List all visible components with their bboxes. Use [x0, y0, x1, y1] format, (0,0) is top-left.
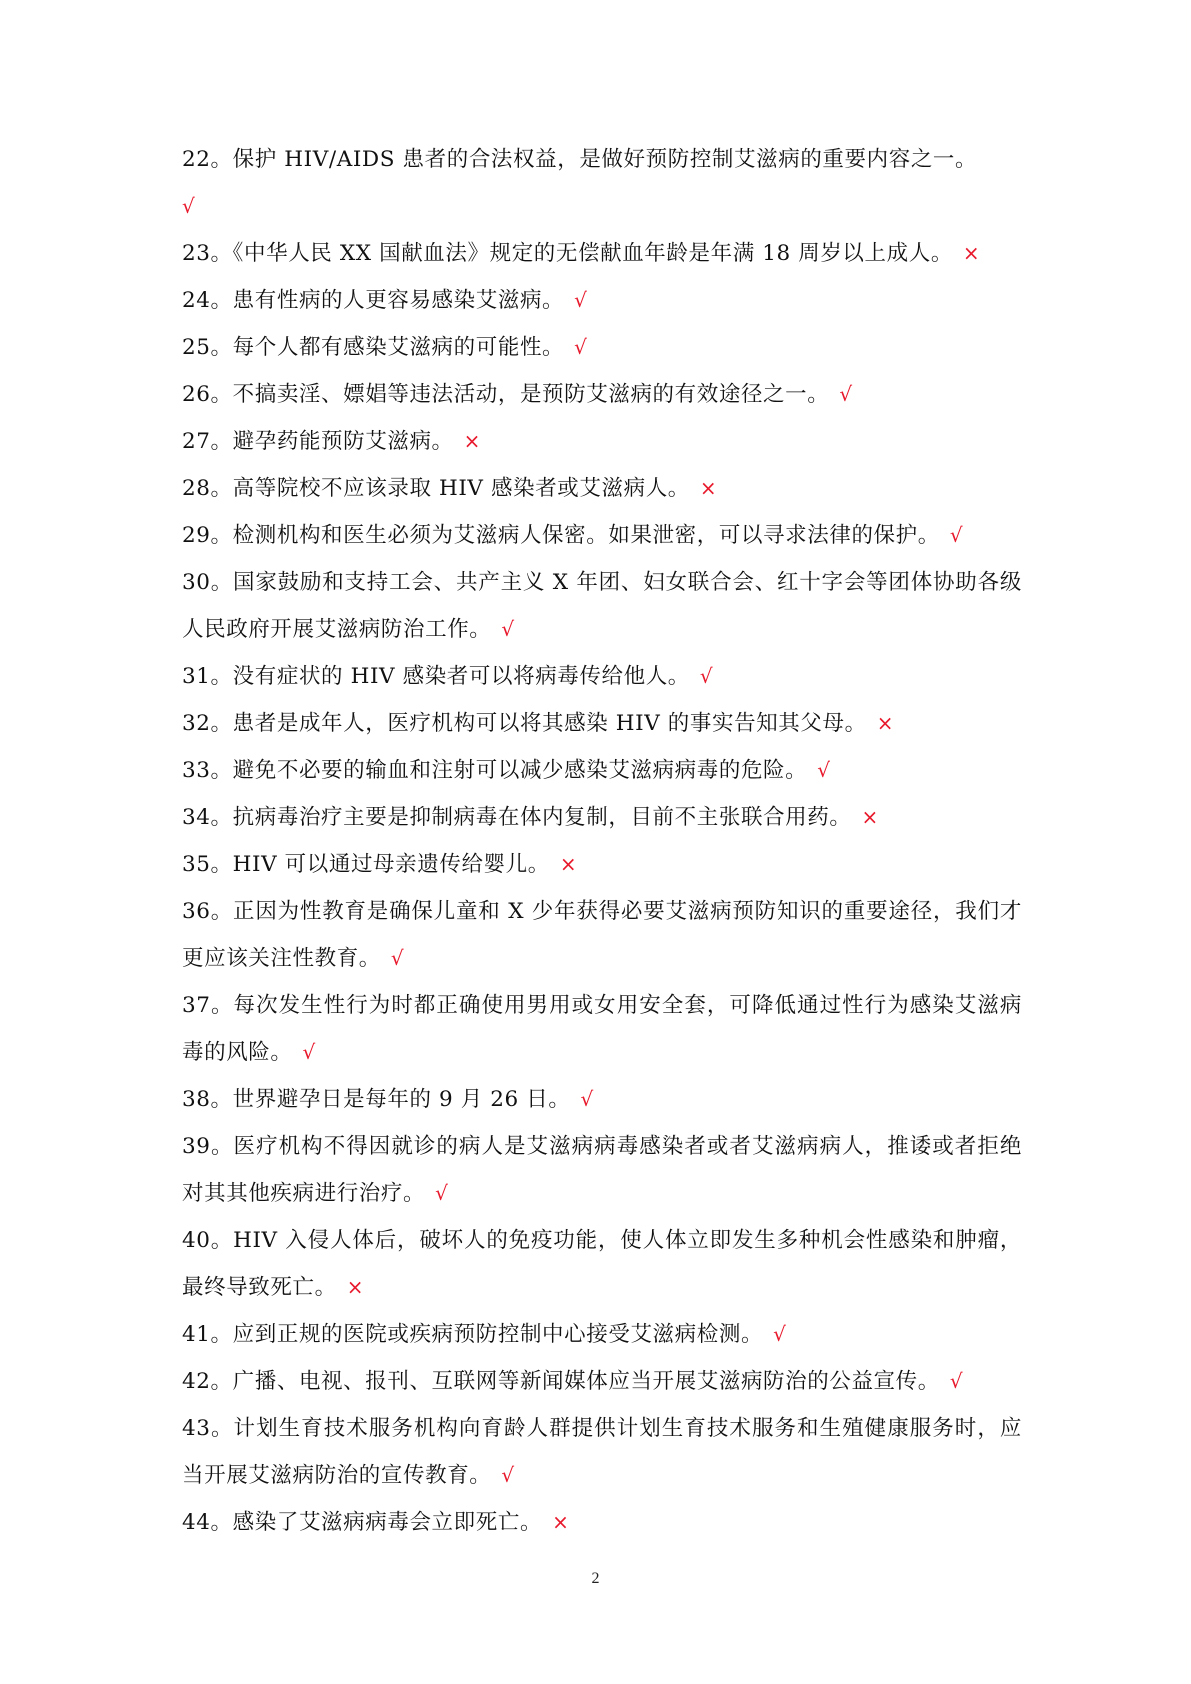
- list-item: [182, 794, 1022, 841]
- item-text: 23。《中华人民 XX 国献血法》规定的无偿献血年龄是年满 18 周岁以上成人。: [182, 241, 953, 266]
- list-item: [182, 1123, 1022, 1217]
- item-text: 27。避孕药能预防艾滋病。: [182, 429, 454, 454]
- item-text: 30。国家鼓励和支持工会、共产主义 X 年团、妇女联合会、红十字会等团体协助各级人民政府开展艾滋病防治工作。: [182, 570, 1022, 642]
- page-number: 2: [591, 1570, 600, 1587]
- list-item: [182, 465, 1022, 512]
- item-text: 35。HIV 可以通过母亲遗传给婴儿。: [182, 852, 550, 877]
- answer-mark-check: √: [435, 1181, 449, 1205]
- list-item: [182, 1499, 1022, 1546]
- answer-mark-cross: ×: [559, 852, 578, 876]
- item-text: 22。保护 HIV/AIDS 患者的合法权益，是做好预防控制艾滋病的重要内容之一。: [182, 147, 978, 172]
- list-item: [182, 1076, 1022, 1123]
- list-item: [182, 136, 1022, 230]
- list-item: [182, 1311, 1022, 1358]
- answer-mark-check: √: [302, 1040, 316, 1064]
- answer-mark-check: √: [580, 1087, 594, 1111]
- answer-mark-check: √: [949, 1369, 964, 1393]
- list-item: [182, 230, 1022, 277]
- item-text: 34。抗病毒治疗主要是抑制病毒在体内复制，目前不主张联合用药。: [182, 805, 852, 830]
- answer-mark-check: √: [182, 194, 196, 218]
- list-item: [182, 653, 1022, 700]
- answer-mark-cross: ×: [876, 711, 895, 735]
- list-item: [182, 277, 1022, 324]
- item-text: 42。广播、电视、报刊、互联网等新闻媒体应当开展艾滋病防治的公益宣传。: [182, 1369, 940, 1394]
- item-text: 28。高等院校不应该录取 HIV 感染者或艾滋病人。: [182, 476, 690, 501]
- item-text: 36。正因为性教育是确保儿童和 X 少年获得必要艾滋病预防知识的重要途径，我们才更应该关注性教育。: [182, 899, 1022, 971]
- answer-mark-check: √: [501, 617, 515, 641]
- item-text: 40。HIV 入侵人体后，破坏人的免疫功能，使人体立即发生多种机会性感染和肿瘤，最终导致死亡。: [182, 1228, 1022, 1300]
- item-text: 32。患者是成年人，医疗机构可以将其感染 HIV 的事实告知其父母。: [182, 711, 867, 736]
- item-text: 37。每次发生性行为时都正确使用男用或女用安全套，可降低通过性行为感染艾滋病毒的风险。: [182, 993, 1022, 1065]
- answer-mark-cross: ×: [552, 1510, 570, 1534]
- answer-mark-cross: ×: [346, 1275, 365, 1299]
- list-item: [182, 418, 1022, 465]
- item-text: 33。避免不必要的输血和注射可以减少感染艾滋病病毒的危险。: [182, 758, 808, 783]
- list-item: [182, 1358, 1022, 1405]
- list-item: [182, 700, 1022, 747]
- list-item: [182, 1217, 1022, 1311]
- list-item: [182, 982, 1022, 1076]
- answer-mark-check: √: [574, 288, 588, 312]
- answer-mark-cross: ×: [861, 805, 879, 829]
- answer-mark-check: √: [839, 382, 853, 406]
- item-text: 26。不搞卖淫、嫖娼等违法活动，是预防艾滋病的有效途径之一。: [182, 382, 830, 407]
- list-item: [182, 841, 1022, 888]
- answer-mark-check: √: [501, 1463, 515, 1487]
- item-text: 38。世界避孕日是每年的 9 月 26 日。: [182, 1087, 571, 1112]
- answer-mark-check: √: [390, 946, 405, 970]
- answer-mark-check: √: [574, 335, 588, 359]
- true-false-answer-list: [182, 136, 1022, 1546]
- item-text: 24。患有性病的人更容易感染艾滋病。: [182, 288, 565, 313]
- item-text: 39。医疗机构不得因就诊的病人是艾滋病病毒感染者或者艾滋病病人，推诿或者拒绝对其其他疾病进行治疗。: [182, 1134, 1022, 1206]
- item-text: 44。感染了艾滋病病毒会立即死亡。: [182, 1510, 543, 1535]
- answer-mark-check: √: [699, 664, 714, 688]
- list-item: [182, 747, 1022, 794]
- item-text: 29。检测机构和医生必须为艾滋病人保密。如果泄密，可以寻求法律的保护。: [182, 523, 940, 548]
- answer-mark-cross: ×: [962, 241, 981, 265]
- answer-mark-check: √: [817, 758, 831, 782]
- list-item: [182, 559, 1022, 653]
- list-item: [182, 512, 1022, 559]
- item-text: 25。每个人都有感染艾滋病的可能性。: [182, 335, 565, 360]
- item-text: 41。应到正规的医院或疾病预防控制中心接受艾滋病检测。: [182, 1322, 764, 1347]
- answer-mark-check: √: [773, 1322, 787, 1346]
- item-text: 43。计划生育技术服务机构向育龄人群提供计划生育技术服务和生殖健康服务时，应当开展艾滋病防治的宣传教育。: [182, 1416, 1022, 1488]
- list-item: [182, 371, 1022, 418]
- list-item: [182, 888, 1022, 982]
- list-item: [182, 1405, 1022, 1499]
- answer-mark-cross: ×: [463, 429, 482, 453]
- item-text: 31。没有症状的 HIV 感染者可以将病毒传给他人。: [182, 664, 690, 689]
- answer-mark-check: √: [949, 523, 964, 547]
- answer-mark-cross: ×: [699, 476, 718, 500]
- list-item: [182, 324, 1022, 371]
